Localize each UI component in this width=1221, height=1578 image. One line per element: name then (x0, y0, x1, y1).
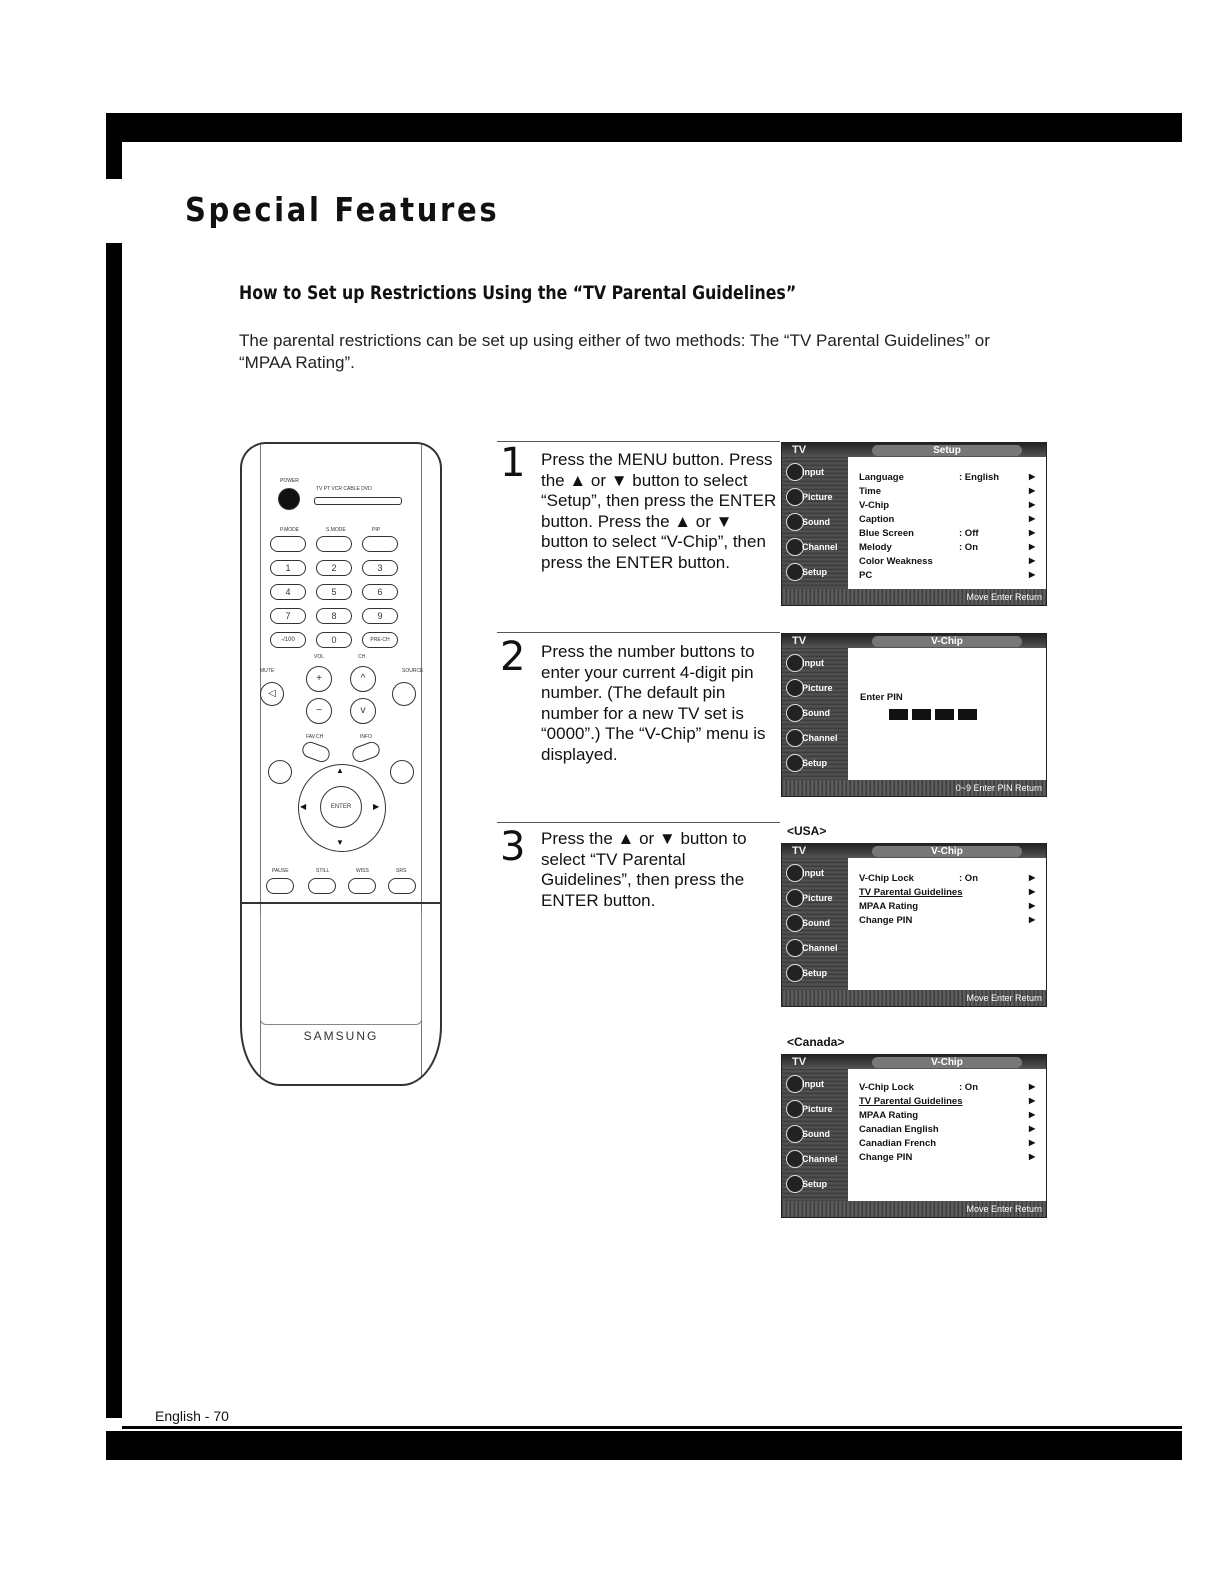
mute-label: MUTE (260, 668, 275, 674)
pin-digit-box-4 (958, 709, 977, 720)
down-arrow-icon: ▼ (336, 838, 344, 847)
up-arrow-icon: ▲ (336, 766, 344, 775)
side-item-channel: Channel (802, 1154, 838, 1164)
menu-item: Language : English ▶ (859, 472, 1036, 483)
menu-item: Canadian English ▶ (859, 1124, 1036, 1135)
number-button-6: 6 (362, 584, 398, 600)
menu-item: Melody : On ▶ (859, 542, 1036, 553)
step-3-text: Press the ▲ or ▼ button to select “TV Parental Guidelines”, then press the ENTER button. (541, 829, 747, 910)
mode-labels: TV PT VCR CABLE DVD (316, 486, 372, 492)
intro-paragraph: The parental restrictions can be set up using either of two methods: The “TV Parental Guidelines” or “MPAA Rating”. (239, 331, 990, 372)
menu-item: Change PIN ▶ (859, 1152, 1036, 1163)
menu-item: V-Chip ▶ (859, 500, 1036, 511)
mode-slider (314, 497, 402, 505)
power-button (278, 488, 300, 510)
vol-up-button: + (306, 666, 332, 692)
step-1-text: Press the MENU button. Press the ▲ or ▼ button to select “Setup”, then press the ENTER button. Press the ▲ or ▼ button to select “V-Chip”, then press the ENTER button. (541, 450, 777, 572)
side-item-sound: Sound (802, 708, 830, 718)
number-button-0: 0 (316, 632, 352, 648)
source-button (392, 682, 416, 706)
prech-button: PRE-CH (362, 632, 398, 648)
number-button-3: 3 (362, 560, 398, 576)
side-item-setup: Setup (802, 1179, 828, 1189)
srs-button (388, 878, 416, 894)
source-label: SOURCE (402, 668, 424, 674)
page-title: Special Features (185, 190, 500, 229)
still-label: STILL (316, 868, 330, 874)
pin-digit-box-1 (889, 709, 908, 720)
screen-header-tv: TV (792, 845, 807, 857)
side-item-sound: Sound (802, 1129, 830, 1139)
screen-side-menu (782, 457, 848, 589)
vchip-usa-screen (781, 843, 1047, 1007)
side-item-picture: Picture (802, 683, 833, 693)
step-3-number: 3 (500, 824, 526, 870)
enter-pin-label: Enter PIN (860, 692, 903, 703)
screen-header-tv: TV (792, 1056, 807, 1068)
exit-button (390, 760, 414, 784)
wiss-label: WISS (356, 868, 369, 874)
screen-footer-bar: Move Enter Return (782, 990, 1046, 1006)
ch-down-button: v (350, 698, 376, 724)
menu-item: Canadian French ▶ (859, 1138, 1036, 1149)
number-button-2: 2 (316, 560, 352, 576)
left-arrow-icon: ◀ (300, 802, 307, 811)
step-1-number: 1 (500, 440, 526, 486)
pip-label: PIP (372, 527, 381, 533)
screen-side-menu (782, 858, 848, 990)
menu-item: PC ▶ (859, 570, 1036, 581)
number-button-4: 4 (270, 584, 306, 600)
vol-label: VOL (314, 654, 325, 660)
pause-label: PAUSE (272, 868, 289, 874)
ch-up-button: ^ (350, 666, 376, 692)
vchip-canada-screen (781, 1054, 1047, 1218)
screen-header-tv: TV (792, 444, 807, 456)
still-button (308, 878, 336, 894)
step-1-rule (497, 441, 780, 442)
screen-title: V-Chip (872, 846, 1022, 857)
screen-header-tv: TV (792, 635, 807, 647)
number-button-1: 1 (270, 560, 306, 576)
side-item-channel: Channel (802, 733, 838, 743)
smode-label: S.MODE (326, 527, 346, 533)
enter-pin-screen (781, 633, 1047, 797)
top-rule-bar (106, 113, 1182, 142)
menu-item: V-Chip Lock : On ▶ (859, 1082, 1036, 1093)
screen-side-menu (782, 648, 848, 780)
screen-title: V-Chip (872, 1057, 1022, 1068)
pip-button (362, 536, 398, 552)
step-2-number: 2 (500, 634, 526, 680)
number-button-9: 9 (362, 608, 398, 624)
right-arrow-icon: ▶ (373, 802, 380, 811)
pmode-button (270, 536, 306, 552)
page-footer: English - 70 (155, 1408, 229, 1424)
screen-footer-bar: Move Enter Return (782, 1201, 1046, 1217)
number-button-5: 5 (316, 584, 352, 600)
menu-item: Caption ▶ (859, 514, 1036, 525)
side-item-sound: Sound (802, 517, 830, 527)
screen-side-menu (782, 1069, 848, 1201)
info-label: INFO (360, 734, 372, 740)
section-subtitle: How to Set up Restrictions Using the “TV Parental Guidelines” (239, 282, 797, 304)
screen-title: V-Chip (872, 636, 1022, 647)
side-item-input: Input (802, 467, 824, 477)
screen-footer-bar: 0~9 Enter PIN Return (782, 780, 1046, 796)
side-item-input: Input (802, 658, 824, 668)
setup-menu-screen (781, 442, 1047, 606)
menu-item: Change PIN ▶ (859, 915, 1036, 926)
wiss-button (348, 878, 376, 894)
mute-button: ◁ (260, 682, 284, 706)
menu-item: Color Weakness ▶ (859, 556, 1036, 567)
left-rule-bar (106, 243, 122, 1418)
remote-lower-inner-outline (260, 914, 422, 1025)
side-item-input: Input (802, 1079, 824, 1089)
enter-button: ENTER (320, 786, 362, 828)
side-item-setup: Setup (802, 968, 828, 978)
pmode-label: P.MODE (280, 527, 300, 533)
side-item-sound: Sound (802, 918, 830, 928)
power-label: POWER (280, 478, 299, 484)
screen-footer-bar: Move Enter Return (782, 589, 1046, 605)
remote-brand-logo: SAMSUNG (303, 1029, 379, 1043)
side-item-input: Input (802, 868, 824, 878)
side-item-setup: Setup (802, 758, 828, 768)
remote-control-illustration (240, 442, 442, 1086)
menu-item: V-Chip Lock : On ▶ (859, 873, 1036, 884)
menu-item: Time ▶ (859, 486, 1036, 497)
pin-digit-box-2 (912, 709, 931, 720)
dash-100-button: -/100 (270, 632, 306, 648)
menu-item: MPAA Rating ▶ (859, 1110, 1036, 1121)
pin-digit-box-3 (935, 709, 954, 720)
side-item-picture: Picture (802, 492, 833, 502)
menu-item: MPAA Rating ▶ (859, 901, 1036, 912)
menu-item-selected: TV Parental Guidelines ▶ (859, 1096, 1036, 1107)
menu-item-selected: TV Parental Guidelines ▶ (859, 887, 1036, 898)
number-button-7: 7 (270, 608, 306, 624)
menu-item: Blue Screen : Off ▶ (859, 528, 1036, 539)
screen-title: Setup (872, 445, 1022, 456)
ch-label: CH (358, 654, 366, 660)
bottom-thin-rule (122, 1426, 1182, 1429)
side-item-setup: Setup (802, 567, 828, 577)
step-2-rule (497, 632, 780, 633)
region-label-canada: <Canada> (787, 1035, 845, 1049)
number-button-8: 8 (316, 608, 352, 624)
step-2-text: Press the number buttons to enter your current 4-digit pin number. (The default pin number for a new TV set is “0000”.) The “V-Chip” menu is displayed. (541, 642, 766, 764)
step-3-rule (497, 822, 780, 823)
menu-button (268, 760, 292, 784)
side-item-picture: Picture (802, 1104, 833, 1114)
vol-down-button: − (306, 698, 332, 724)
top-left-stub (106, 113, 122, 179)
favch-label: FAV.CH (306, 734, 324, 740)
smode-button (316, 536, 352, 552)
side-item-channel: Channel (802, 542, 838, 552)
srs-label: SRS (396, 868, 407, 874)
region-label-usa: <USA> (787, 824, 827, 838)
pause-button (266, 878, 294, 894)
side-item-channel: Channel (802, 943, 838, 953)
bottom-rule-bar (106, 1431, 1182, 1460)
side-item-picture: Picture (802, 893, 833, 903)
